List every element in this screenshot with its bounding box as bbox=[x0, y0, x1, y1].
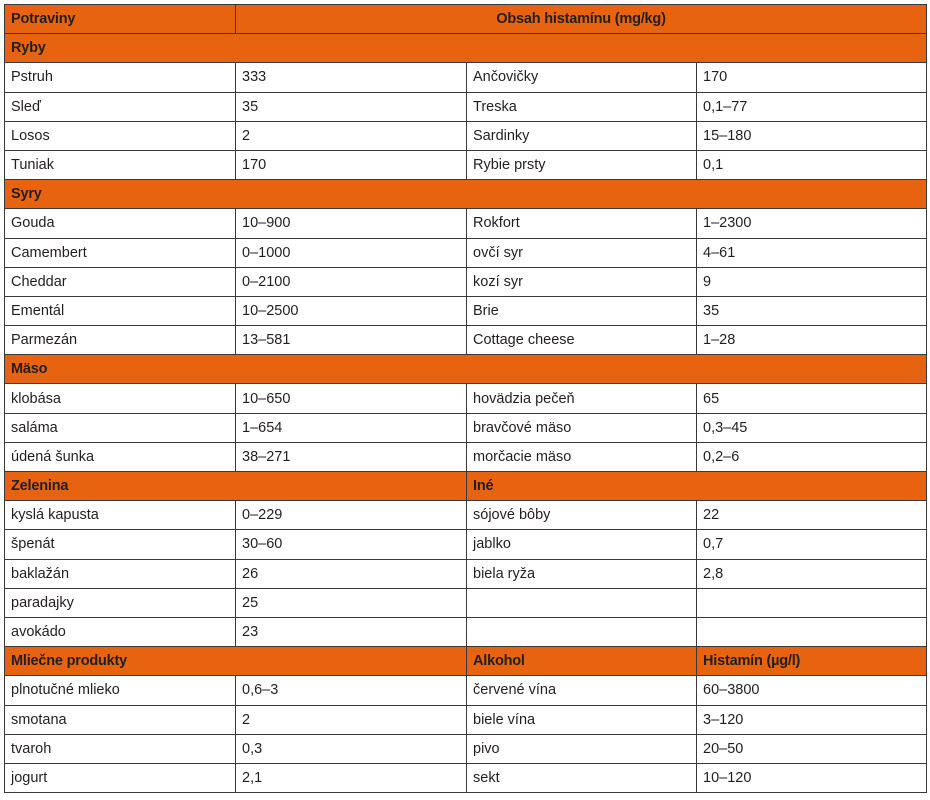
food-name-cell: červené vína bbox=[467, 676, 697, 705]
food-name-cell: jablko bbox=[467, 530, 697, 559]
section-title: Ryby bbox=[5, 34, 927, 63]
histamine-value-cell: 170 bbox=[697, 63, 927, 92]
table-row bbox=[5, 267, 927, 296]
histamine-value-cell: 333 bbox=[236, 63, 467, 92]
histamine-value-cell: 10–650 bbox=[236, 384, 467, 413]
food-name-cell: paradajky bbox=[5, 588, 236, 617]
section-title: Alkohol bbox=[467, 647, 697, 676]
food-name-cell: jogurt bbox=[5, 763, 236, 792]
food-name-cell: Cheddar bbox=[5, 267, 236, 296]
table-row bbox=[5, 413, 927, 442]
table-row bbox=[5, 296, 927, 325]
histamine-value-cell: 0,7 bbox=[697, 530, 927, 559]
histamine-value-cell: 23 bbox=[236, 617, 467, 646]
histamine-value-cell: 0,3–45 bbox=[697, 413, 927, 442]
histamine-value-cell: 22 bbox=[697, 501, 927, 530]
section-header-syry bbox=[5, 180, 927, 209]
section-title: Syry bbox=[5, 180, 927, 209]
food-name-cell: Rybie prsty bbox=[467, 150, 697, 179]
histamine-value-cell: 170 bbox=[236, 150, 467, 179]
histamine-value-cell: 20–50 bbox=[697, 734, 927, 763]
table-row bbox=[5, 150, 927, 179]
food-name-cell: Tuniak bbox=[5, 150, 236, 179]
histamine-value-cell: 1–2300 bbox=[697, 209, 927, 238]
section-title: Mäso bbox=[5, 355, 927, 384]
food-name-cell: Rokfort bbox=[467, 209, 697, 238]
histamine-value-cell: 38–271 bbox=[236, 442, 467, 471]
food-name-cell: biela ryža bbox=[467, 559, 697, 588]
food-name-cell: tvaroh bbox=[5, 734, 236, 763]
food-name-cell: Treska bbox=[467, 92, 697, 121]
food-name-cell: sekt bbox=[467, 763, 697, 792]
histamine-value-cell: 35 bbox=[697, 296, 927, 325]
food-name-cell: Sleď bbox=[5, 92, 236, 121]
histamine-value-cell: 0,1 bbox=[697, 150, 927, 179]
food-name-cell: Losos bbox=[5, 121, 236, 150]
food-name-cell: Brie bbox=[467, 296, 697, 325]
section-header-zelenina bbox=[5, 472, 927, 501]
histamine-value-cell: 9 bbox=[697, 267, 927, 296]
food-name-cell: Parmezán bbox=[5, 326, 236, 355]
histamine-table-body bbox=[5, 5, 927, 793]
histamine-value-cell: 2 bbox=[236, 705, 467, 734]
histamine-value-cell: 2,8 bbox=[697, 559, 927, 588]
table-row bbox=[5, 121, 927, 150]
table-row bbox=[5, 676, 927, 705]
food-name-cell: morčacie mäso bbox=[467, 442, 697, 471]
header-foods: Potraviny bbox=[5, 5, 236, 34]
histamine-value-cell bbox=[697, 588, 927, 617]
food-name-cell: smotana bbox=[5, 705, 236, 734]
table-row bbox=[5, 238, 927, 267]
food-name-cell: pivo bbox=[467, 734, 697, 763]
histamine-value-cell: 2,1 bbox=[236, 763, 467, 792]
histamine-value-cell: 13–581 bbox=[236, 326, 467, 355]
food-name-cell: špenát bbox=[5, 530, 236, 559]
histamine-value-cell: 60–3800 bbox=[697, 676, 927, 705]
section-title: Mliečne produkty bbox=[5, 647, 467, 676]
food-name-cell: biele vína bbox=[467, 705, 697, 734]
histamine-value-cell: 3–120 bbox=[697, 705, 927, 734]
table-row bbox=[5, 209, 927, 238]
table-row bbox=[5, 63, 927, 92]
food-name-cell: ovčí syr bbox=[467, 238, 697, 267]
histamine-value-cell: 25 bbox=[236, 588, 467, 617]
food-name-cell: Ementál bbox=[5, 296, 236, 325]
food-name-cell bbox=[467, 588, 697, 617]
food-name-cell bbox=[467, 617, 697, 646]
section-title: Zelenina bbox=[5, 472, 467, 501]
table-header-row bbox=[5, 5, 927, 34]
histamine-value-cell: 26 bbox=[236, 559, 467, 588]
histamine-value-cell: 15–180 bbox=[697, 121, 927, 150]
food-name-cell: Ančovičky bbox=[467, 63, 697, 92]
food-name-cell: Gouda bbox=[5, 209, 236, 238]
histamine-value-cell: 0–229 bbox=[236, 501, 467, 530]
section-header-ryby bbox=[5, 34, 927, 63]
header-histamine-content: Obsah histamínu (mg/kg) bbox=[236, 5, 927, 34]
food-name-cell: Cottage cheese bbox=[467, 326, 697, 355]
histamine-value-cell: 10–900 bbox=[236, 209, 467, 238]
histamine-value-cell: 0–2100 bbox=[236, 267, 467, 296]
food-name-cell: Sardinky bbox=[467, 121, 697, 150]
histamine-value-cell: 1–28 bbox=[697, 326, 927, 355]
food-name-cell: kozí syr bbox=[467, 267, 697, 296]
food-name-cell: saláma bbox=[5, 413, 236, 442]
table-row bbox=[5, 530, 927, 559]
histamine-value-cell bbox=[697, 617, 927, 646]
histamine-value-cell: 0–1000 bbox=[236, 238, 467, 267]
histamine-value-cell: 0,1–77 bbox=[697, 92, 927, 121]
section-title: Iné bbox=[467, 472, 927, 501]
table-row bbox=[5, 734, 927, 763]
food-name-cell: Pstruh bbox=[5, 63, 236, 92]
table-row bbox=[5, 442, 927, 471]
table-row bbox=[5, 501, 927, 530]
table-row bbox=[5, 559, 927, 588]
food-name-cell: klobása bbox=[5, 384, 236, 413]
section-header-mliecne bbox=[5, 647, 927, 676]
table-row bbox=[5, 617, 927, 646]
food-name-cell: kyslá kapusta bbox=[5, 501, 236, 530]
histamine-value-cell: 30–60 bbox=[236, 530, 467, 559]
food-name-cell: sójové bôby bbox=[467, 501, 697, 530]
histamine-value-cell: 2 bbox=[236, 121, 467, 150]
table-row bbox=[5, 92, 927, 121]
histamine-table bbox=[4, 4, 927, 793]
food-name-cell: hovädzia pečeň bbox=[467, 384, 697, 413]
food-name-cell: bravčové mäso bbox=[467, 413, 697, 442]
food-name-cell: Camembert bbox=[5, 238, 236, 267]
table-row bbox=[5, 588, 927, 617]
food-name-cell: údená šunka bbox=[5, 442, 236, 471]
section-header-maso bbox=[5, 355, 927, 384]
histamine-value-cell: 1–654 bbox=[236, 413, 467, 442]
histamine-value-cell: 4–61 bbox=[697, 238, 927, 267]
histamine-value-cell: 35 bbox=[236, 92, 467, 121]
histamine-value-cell: 10–2500 bbox=[236, 296, 467, 325]
table-row bbox=[5, 763, 927, 792]
food-name-cell: plnotučné mlieko bbox=[5, 676, 236, 705]
histamine-value-cell: 10–120 bbox=[697, 763, 927, 792]
table-row bbox=[5, 705, 927, 734]
table-row bbox=[5, 326, 927, 355]
histamine-value-cell: 0,2–6 bbox=[697, 442, 927, 471]
histamine-value-cell: 0,3 bbox=[236, 734, 467, 763]
food-name-cell: avokádo bbox=[5, 617, 236, 646]
histamine-value-cell: 65 bbox=[697, 384, 927, 413]
histamine-value-cell: 0,6–3 bbox=[236, 676, 467, 705]
table-row bbox=[5, 384, 927, 413]
section-title: Histamín (µg/l) bbox=[697, 647, 927, 676]
food-name-cell: baklažán bbox=[5, 559, 236, 588]
